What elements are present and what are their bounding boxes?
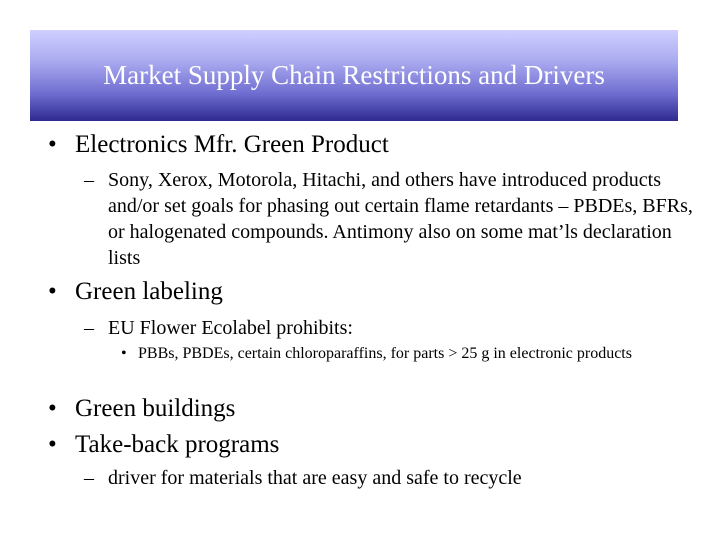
sub-item-eu-ecolabel <box>84 315 694 341</box>
bullet-icon: • <box>48 131 57 158</box>
slide-title: Market Supply Chain Restrictions and Drivers <box>103 60 605 90</box>
bullet-icon: • <box>48 395 57 422</box>
bullet-icon: • <box>48 278 57 305</box>
bullet-text: Green buildings <box>75 395 236 422</box>
sub-item-text: EU Flower Ecolabel prohibits: <box>108 317 353 339</box>
dash-icon: – <box>84 317 94 339</box>
sub-sub-item-text: PBBs, PBDEs, certain chloroparaffins, for parts > 25 g in electronic products <box>138 345 632 362</box>
sub-item-text: driver for materials that are easy and safe to recycle <box>108 467 522 489</box>
dash-icon: – <box>84 169 94 191</box>
bullet-text: Electronics Mfr. Green Product <box>75 131 389 158</box>
sub-item-manufacturers <box>84 167 694 271</box>
bullet-icon: • <box>48 431 57 458</box>
sub-sub-item-prohibited-substances <box>121 343 691 365</box>
bullet-text: Take-back programs <box>75 431 280 458</box>
bullet-item-green-labeling <box>48 277 223 306</box>
bullet-icon: • <box>121 345 127 362</box>
bullet-item-electronics <box>48 130 389 159</box>
dash-icon: – <box>84 467 94 489</box>
sub-item-text: Sony, Xerox, Motorola, Hitachi, and others have introduced products and/or set goals for phasing out certain flame retardants – PBDEs, BFRs, or halogenated compounds. Antimony also on some mat’ls declaration lists <box>108 169 693 269</box>
bullet-item-green-buildings <box>48 394 235 423</box>
sub-item-recycle-driver <box>84 465 694 491</box>
bullet-item-take-back <box>48 430 279 459</box>
bullet-text: Green labeling <box>75 278 223 305</box>
